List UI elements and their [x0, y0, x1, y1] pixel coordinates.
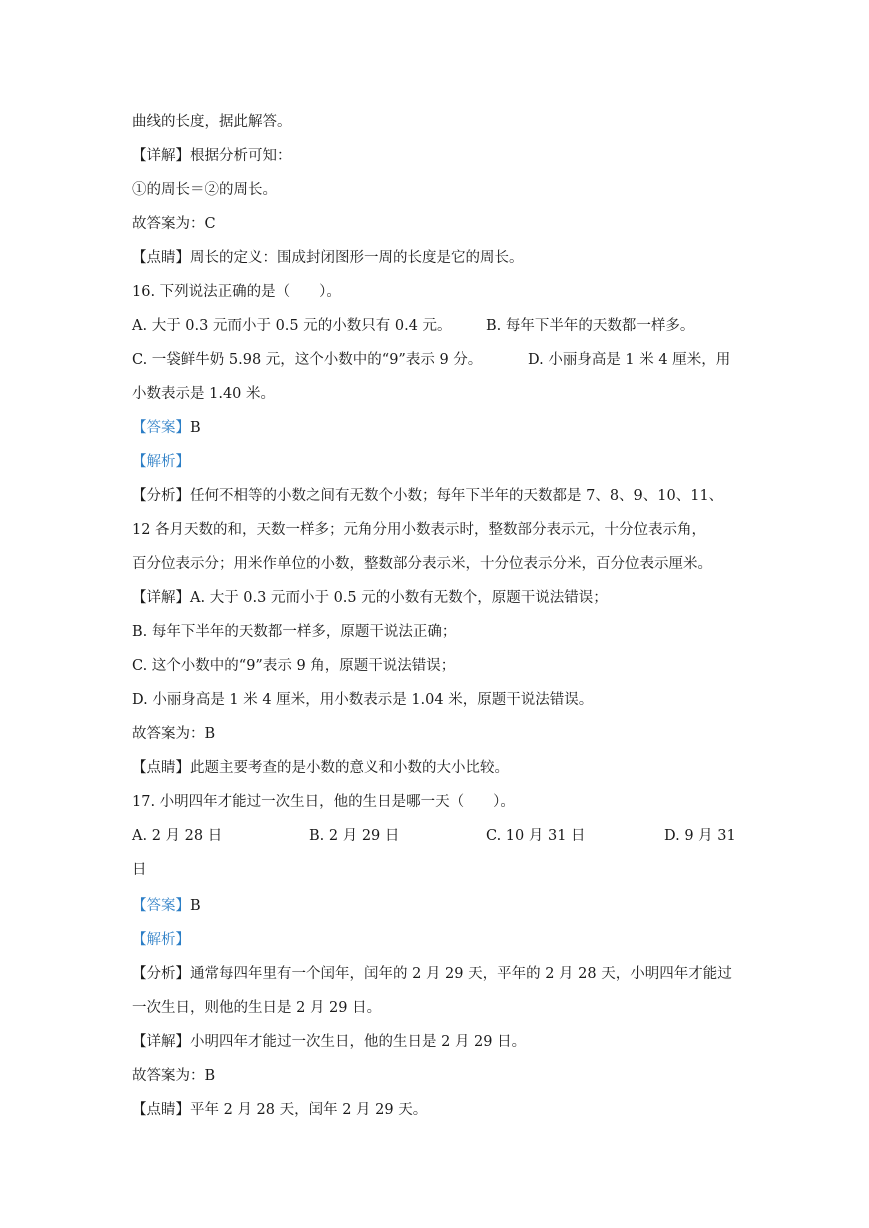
analysis-line: 百分位表示分；用米作单位的小数，整数部分表示米，十分位表示分米，百分位表示厘米。	[132, 556, 712, 572]
analysis-line: 12 各月天数的和，天数一样多；元角分用小数表示时，整数部分表示元，十分位表示角，	[132, 522, 707, 538]
question-17: 17. 小明四年才能过一次生日，他的生日是哪一天（ ）。	[132, 794, 515, 810]
text-line: ①的周长＝②的周长。	[132, 182, 277, 198]
answer-line: 故答案为：C	[132, 216, 216, 232]
q16-option-a: A. 大于 0.3 元而小于 0.5 元的小数只有 0.4 元。	[132, 318, 452, 334]
q16-option-d: D. 小丽身高是 1 米 4 厘米，用	[528, 352, 731, 368]
text-line: 曲线的长度，据此解答。	[132, 114, 292, 130]
q17-option-d: D. 9 月 31	[664, 828, 736, 844]
detail-line: C. 这个小数中的“9”表示 9 角，原题干说法错误；	[132, 658, 456, 674]
q17-option-d-cont: 日	[132, 862, 147, 878]
detail-line: B. 每年下半年的天数都一样多，原题干说法正确；	[132, 624, 457, 640]
detail-line: 【详解】根据分析可知：	[132, 148, 292, 164]
analysis-line: 【分析】任何不相等的小数之间有无数个小数；每年下半年的天数都是 7、8、9、10、11、	[132, 488, 724, 504]
answer-value: B	[190, 420, 201, 436]
tip-line: 【点睛】此题主要考查的是小数的意义和小数的大小比较。	[132, 760, 509, 776]
analysis-line: 一次生日，则他的生日是 2 月 29 日。	[132, 1000, 382, 1016]
q16-option-d-cont: 小数表示是 1.40 米。	[132, 386, 276, 402]
answer-value: B	[190, 898, 201, 914]
answer-line: 故答案为：B	[132, 1068, 216, 1084]
tip-line: 【点睛】平年 2 月 28 天，闰年 2 月 29 天。	[132, 1102, 428, 1118]
q16-option-c: C. 一袋鲜牛奶 5.98 元，这个小数中的“9”表示 9 分。	[132, 352, 483, 368]
detail-line: D. 小丽身高是 1 米 4 厘米，用小数表示是 1.04 米，原题干说法错误。	[132, 692, 594, 708]
q17-option-b: B. 2 月 29 日	[309, 828, 400, 844]
answer-tag: 【答案】	[132, 420, 190, 436]
detail-line: 【详解】小明四年才能过一次生日，他的生日是 2 月 29 日。	[132, 1034, 527, 1050]
question-16: 16. 下列说法正确的是（ ）。	[132, 284, 341, 300]
q16-option-b: B. 每年下半年的天数都一样多。	[486, 318, 695, 334]
analysis-line: 【分析】通常每四年里有一个闰年，闰年的 2 月 29 天，平年的 2 月 28 天，小明四年才能过	[132, 966, 732, 982]
analysis-tag: 【解析】	[132, 454, 190, 470]
tip-line: 【点睛】周长的定义：围成封闭图形一周的长度是它的周长。	[132, 250, 524, 266]
answer-line: 故答案为：B	[132, 726, 216, 742]
answer-row	[132, 896, 201, 916]
answer-tag: 【答案】	[132, 898, 190, 914]
analysis-tag: 【解析】	[132, 932, 190, 948]
q17-option-c: C. 10 月 31 日	[486, 828, 586, 844]
answer-row	[132, 418, 201, 438]
detail-line: 【详解】A. 大于 0.3 元而小于 0.5 元的小数有无数个，原题干说法错误；	[132, 590, 608, 606]
q17-option-a: A. 2 月 28 日	[132, 828, 223, 844]
